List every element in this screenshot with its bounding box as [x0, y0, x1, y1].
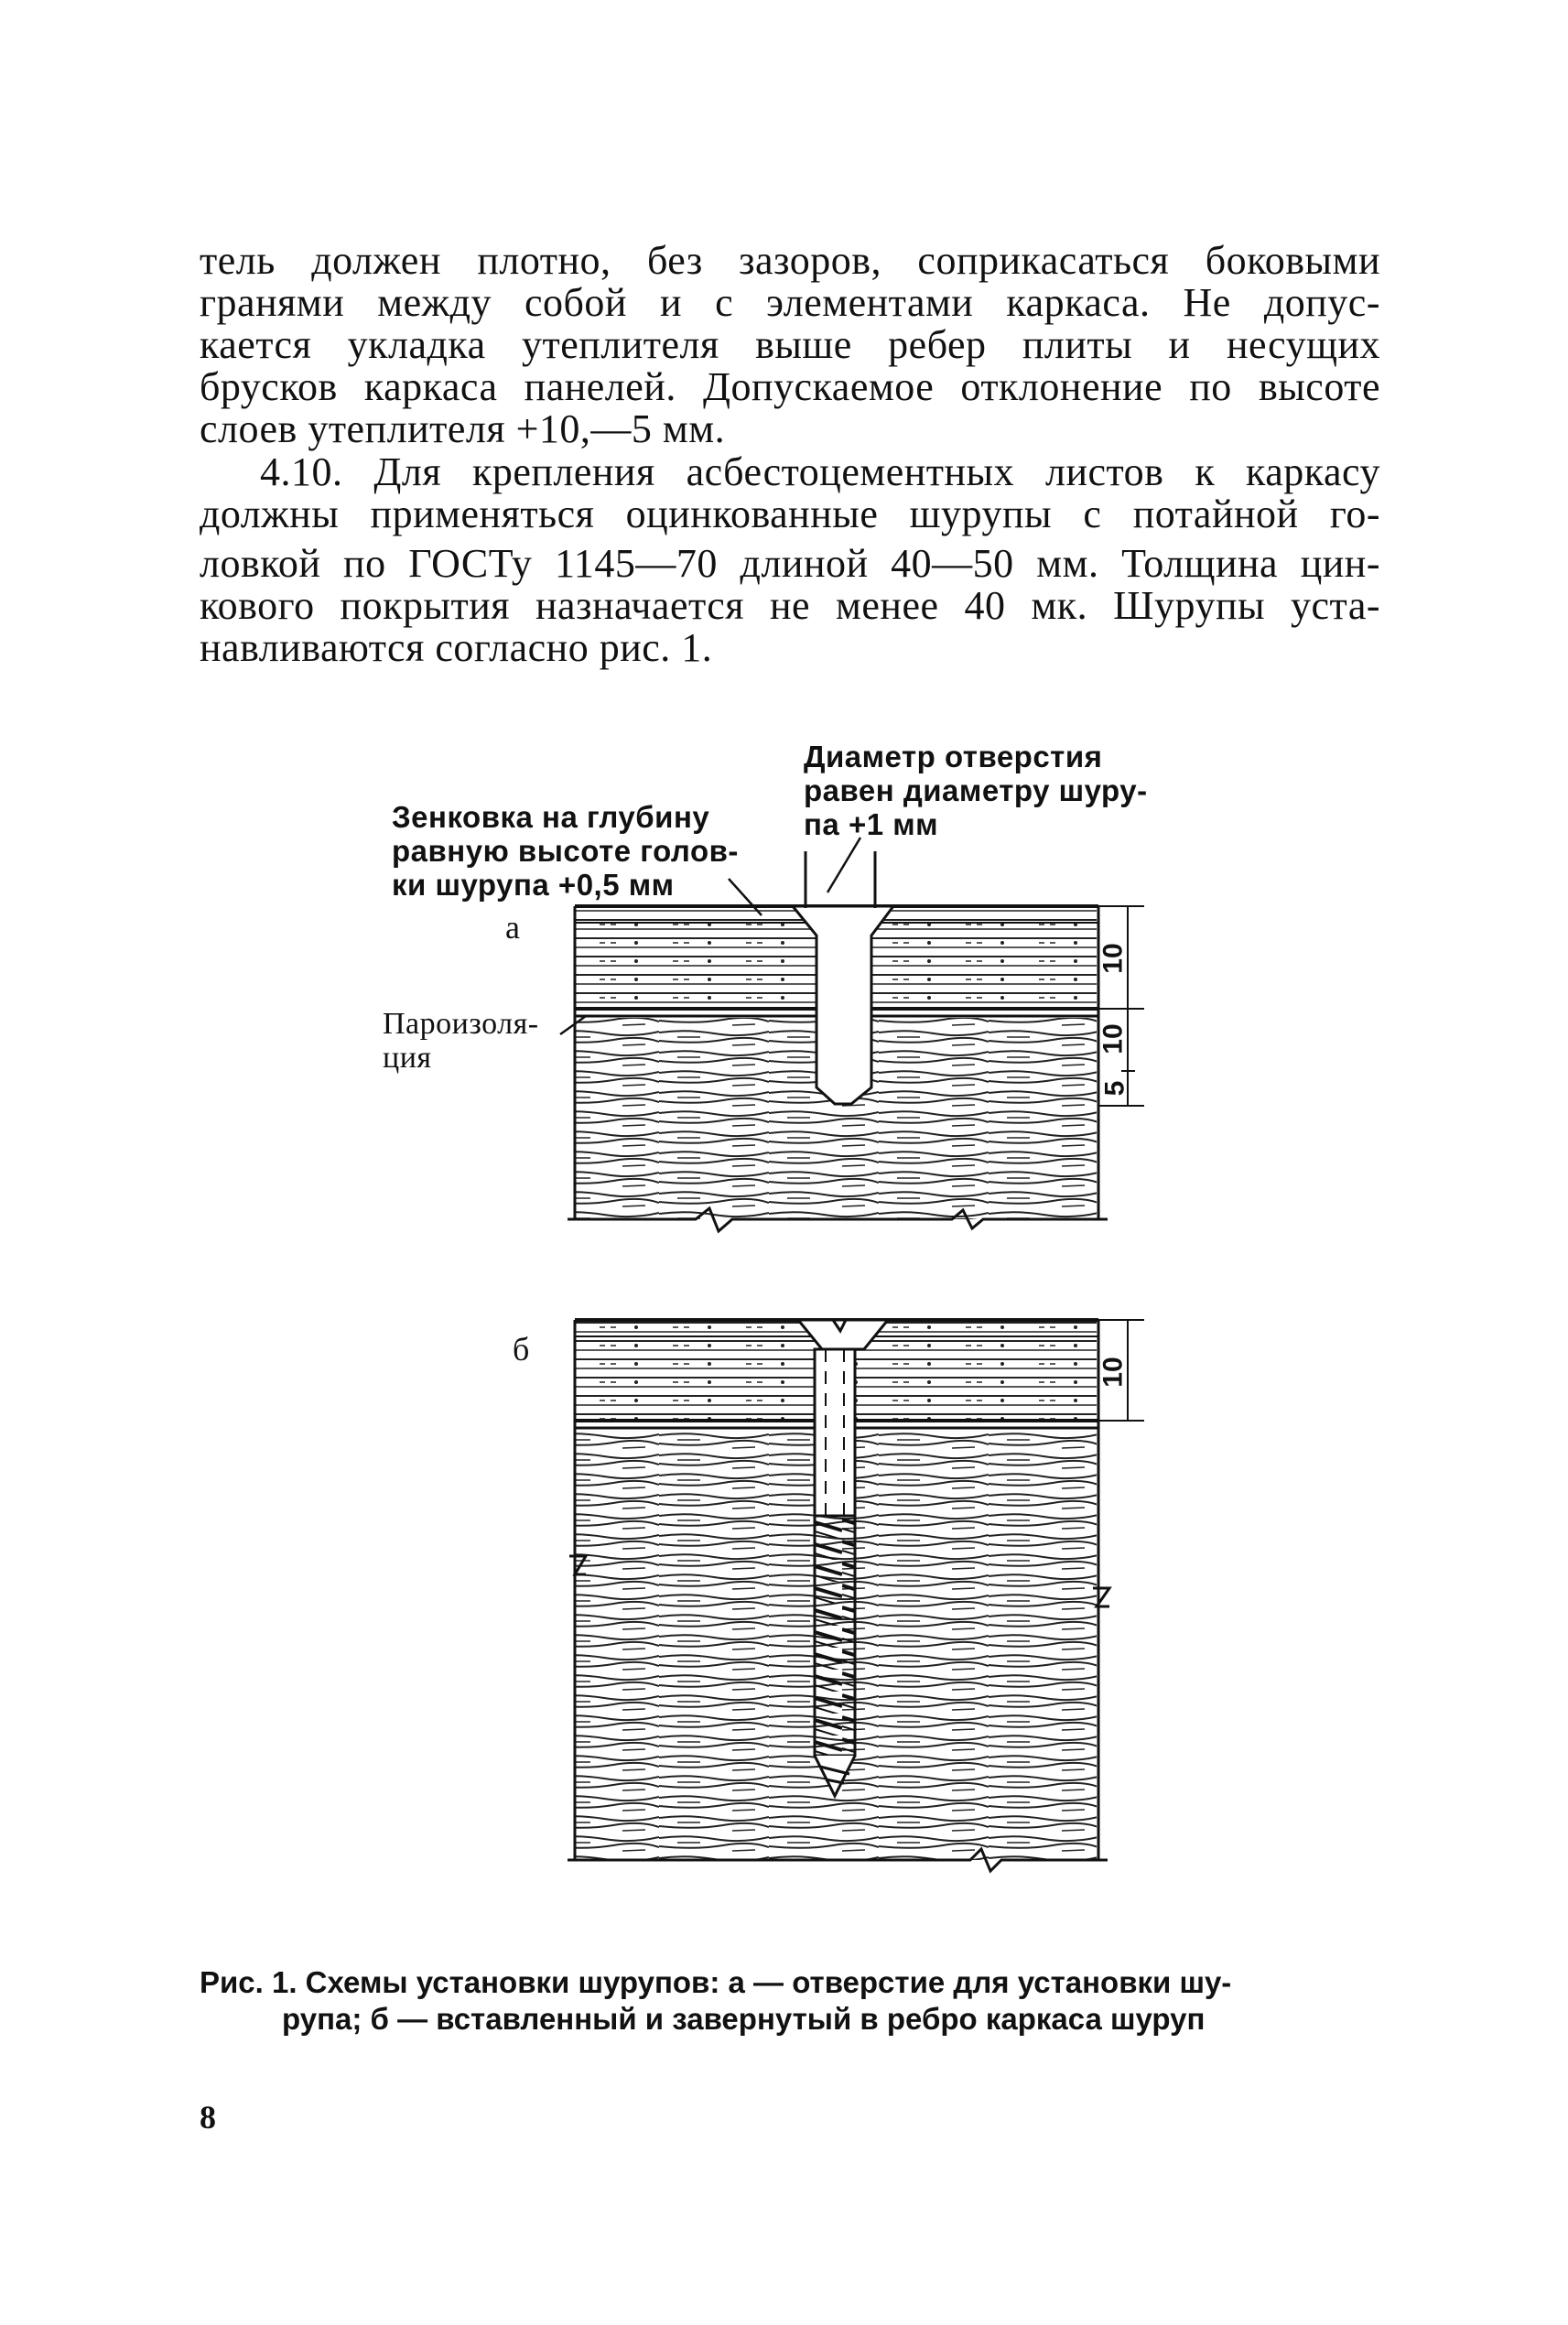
figure-caption [200, 1964, 1231, 2038]
dimension-a-middle: 10 [1098, 1023, 1129, 1054]
label-line: равен диаметру шуру- [804, 773, 1148, 807]
caption-line: Рис. 1. Схемы установки шурупов: а — отверстие для установки шу- [200, 1965, 1232, 1999]
text-line: тель должен плотно, без зазоров, соприкасаться боковыми [200, 238, 1380, 283]
text-line: кового покрытия назначается не менее 40 мк. Шурупы уста- [200, 583, 1380, 628]
label-line: ция [383, 1041, 432, 1075]
subfigure-b-label: б [513, 1331, 530, 1368]
label-line: Зенковка на глубину [392, 800, 710, 834]
label-line: Пароизоля- [383, 1007, 539, 1041]
text-line: слоев утеплителя +10,—5 мм. [200, 406, 726, 451]
subfigure-b-drawing [568, 1320, 1144, 1871]
subfigure-a-label: а [505, 909, 521, 946]
subfigure-a-drawing [560, 838, 1144, 1231]
label-line: равную высоте голов- [392, 834, 739, 868]
text-line: должны применяться оцинкованные шурупы с потайной го- [200, 492, 1380, 536]
text-line: гранями между собой и с элементами каркаса. Не допус- [200, 280, 1380, 325]
dimension-a-top: 10 [1098, 943, 1129, 974]
label-line: ки шурупа +0,5 мм [392, 868, 675, 902]
text-line: брусков каркаса панелей. Допускаемое отклонение по высоте [200, 364, 1380, 409]
label-line: Диаметр отверстия [804, 740, 1103, 773]
page-number: 8 [200, 2099, 216, 2136]
text-line: ловкой по ГОСТу 1145—70 длиной 40—50 мм. Толщина цин- [200, 541, 1380, 586]
text-line: кается укладка утеплителя выше ребер плиты и несущих [200, 322, 1380, 367]
dimension-b: 10 [1098, 1357, 1129, 1388]
text-line: навливаются согласно рис. 1. [200, 625, 713, 670]
text-line: 4.10. Для крепления асбестоцементных листов к каркасу [260, 449, 1380, 494]
caption-line: рупа; б — вставленный и завернутый в ребро каркаса шуруп [282, 2002, 1206, 2036]
label-line: па +1 мм [804, 807, 939, 841]
dimension-a-bottom: 5 [1099, 1080, 1130, 1097]
